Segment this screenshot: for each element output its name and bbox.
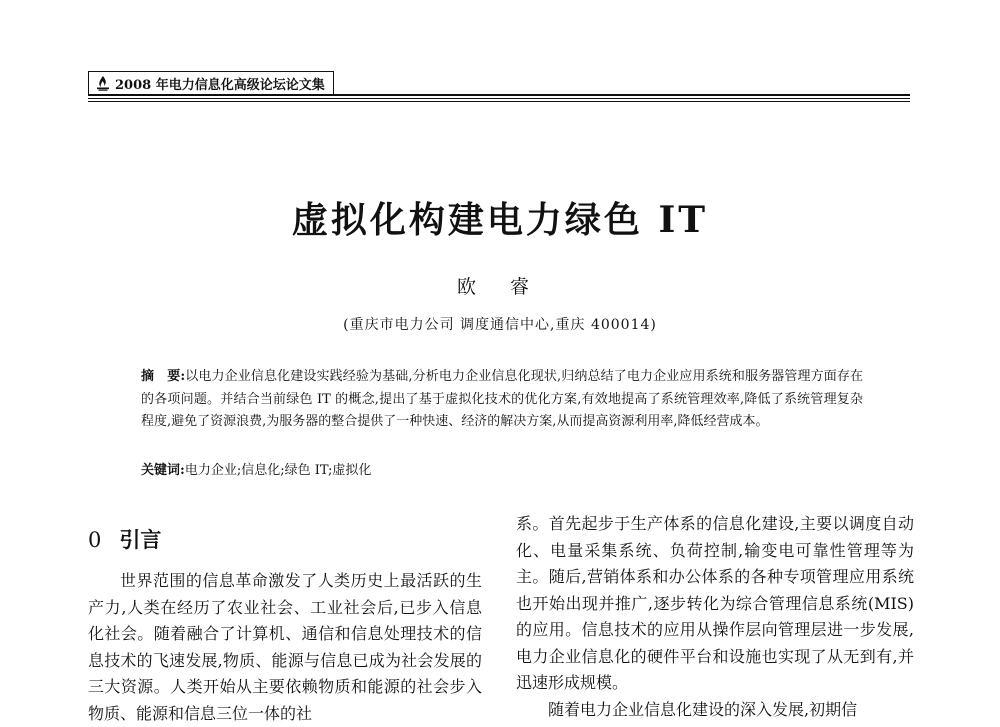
body-paragraph: 世界范围的信息革命激发了人类历史上最活跃的生产力,人类在经历了农业社会、工业社会后,已步入信息化社会。随着融合了计算机、通信和信息处理技术的信息技术的飞速发展,物质、能源与信息已成为社会发展的三大资源。人类开始从主要依赖物质和能源的社会步入物质、能源和信息三位一体的社 [88,571,482,723]
flame-logo-icon [95,75,111,91]
keywords [141,460,863,482]
section-title: 引言 [119,527,162,552]
abstract-label: 摘 要: [141,369,186,384]
running-header-text: 2008 年电力信息化高级论坛论文集 [115,77,325,93]
author-affiliation: (重庆市电力公司 调度通信中心,重庆 400014) [343,317,657,333]
body-column-right [516,511,914,723]
section-number: 0 [88,528,102,552]
keywords-text: 电力企业;信息化;绿色 IT;虚拟化 [184,463,372,478]
header-rule-thin [88,98,910,99]
running-header [88,71,334,95]
abstract [141,366,863,434]
body-paragraph: 随着电力企业信息化建设的深入发展,初期信 [548,699,858,719]
section-heading [88,524,161,554]
header-rule-thin-2 [88,101,910,102]
abstract-text: 以电力企业信息化建设实践经验为基础,分析电力企业信息化现状,归纳总结了电力企业应用系统和服务器管理方面存在的各项问题。并结合当前绿色 IT 的概念,提出了基于虚拟化技术的优化方案,有效地提高了系统管理效率,降低了系统管理复杂程度,避免了资源浪费,为服务器的整合提供了一种快速、经济的解决方案,从而提高资源利用率,降低经营成本。 [141,369,863,429]
header-rule-thick [88,94,910,96]
paper-title: 虚拟化构建电力绿色 IT [291,199,709,241]
body-paragraph-continued: 系。首先起步于生产体系的信息化建设,主要以调度自动化、电量采集系统、负荷控制,输变电可靠性管理等为主。随后,营销体系和办公体系的各种专项管理应用系统也开始出现并推广,逐步转化为综合管理信息系统(MIS)的应用。信息技术的应用从操作层向管理层进一步发展,电力企业信息化的硬件平台和设施也实现了从无到有,并迅速形成规模。 [516,514,914,692]
body-column-left [88,568,482,727]
keywords-label: 关键词: [141,463,185,478]
author-name: 欧 睿 [456,276,544,298]
